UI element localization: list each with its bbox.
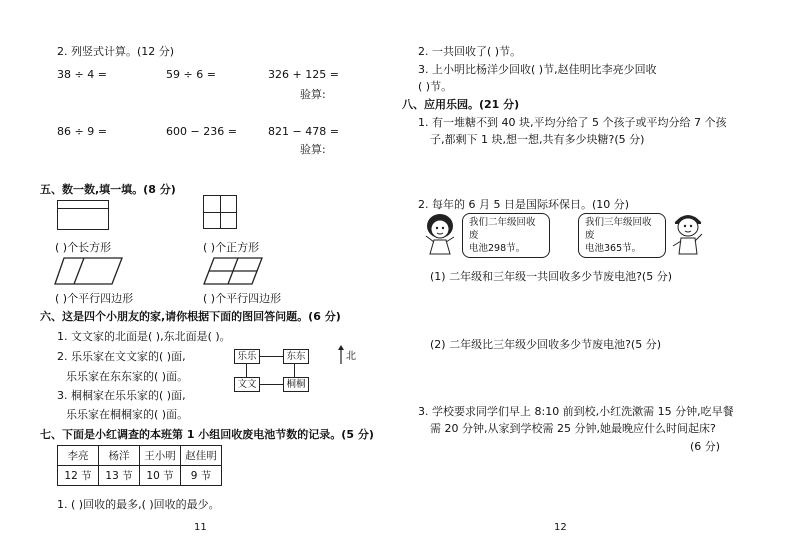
bubble-text: 电池298节。 (469, 243, 526, 254)
s8-p1a: 1. 有一堆糖不到 40 块,平均分给了 5 个孩子或平均分给 7 个孩 (418, 116, 727, 129)
bubble-text: 我们二年级回收废 (469, 217, 536, 241)
battery-record-table (57, 445, 222, 486)
s8-p2: 2. 每年的 6 月 5 日是国际环保日。(10 分) (418, 198, 630, 211)
s7-q3a: 3. 上小明比杨洋少回收( )节,赵佳明比李亮少回收 (418, 63, 657, 76)
table-cell: 赵佳明 (181, 446, 222, 466)
calc-item: 821 − 478 = (268, 125, 339, 138)
calc-item: 59 ÷ 6 = (166, 68, 216, 81)
speech-bubble-grade3 (578, 213, 666, 258)
table-cell: 12 节 (58, 466, 99, 486)
rectangle-count-label: ( )个长方形 (55, 241, 112, 254)
s6-q3a: 3. 桐桐家在乐乐家的( )面, (57, 389, 186, 402)
parallelogram-figure-1 (54, 256, 124, 286)
table-cell: 王小明 (140, 446, 181, 466)
section-7-title: 七、下面是小红调查的本班第 1 小组回收废电池节数的记录。(5 分) (40, 428, 374, 441)
s8-p2-1: (1) 二年级和三年级一共回收多少节废电池?(5 分) (430, 270, 672, 283)
table-cell: 杨洋 (99, 446, 140, 466)
s7-q3b: ( )节。 (418, 80, 453, 93)
s8-p1b: 子,都剩下 1 块,想一想,共有多少块糖?(5 分) (430, 133, 645, 146)
check-label: 验算: (300, 88, 326, 101)
speech-bubble-grade2 (462, 213, 550, 258)
s6-q2b: 乐乐家在东东家的( )面。 (66, 370, 189, 383)
table-cell: 李亮 (58, 446, 99, 466)
bubble-text: 我们三年级回收废 (585, 217, 652, 241)
s8-p3b: 需 20 分钟,从家到学校需 25 分钟,她最晚应什么时间起床? (430, 422, 716, 435)
s7-q2: 2. 一共回收了( )节。 (418, 45, 522, 58)
s6-q3b: 乐乐家在桐桐家的( )面。 (66, 408, 189, 421)
girl-illustration-icon (420, 212, 460, 256)
square-count-label: ( )个正方形 (203, 241, 260, 254)
parallelogram-count-label-2: ( )个平行四边形 (203, 292, 282, 305)
boy-illustration-icon (668, 210, 708, 256)
bubble-text: 电池365节。 (585, 243, 642, 254)
calc-item: 86 ÷ 9 = (57, 125, 107, 138)
s8-p2-2: (2) 二年级比三年级少回收多少节废电池?(5 分) (430, 338, 661, 351)
north-arrow-icon (337, 345, 345, 365)
section-6-title: 六、这是四个小朋友的家,请你根据下面的图回答问题。(6 分) (40, 310, 341, 323)
table-row (58, 446, 222, 466)
s7-q1: 1. ( )回收的最多,( )回收的最少。 (57, 498, 220, 511)
left-q2-title: 2. 列竖式计算。(12 分) (57, 45, 175, 58)
calc-item: 600 − 236 = (166, 125, 237, 138)
s6-q1: 1. 文文家的北面是( ),东北面是( )。 (57, 330, 231, 343)
s6-q2a: 2. 乐乐家在文文家的( )面, (57, 350, 186, 363)
map-wenwen: 文文 (234, 377, 260, 392)
table-cell: 9 节 (181, 466, 222, 486)
calc-item: 326 + 125 = (268, 68, 339, 81)
calc-item: 38 ÷ 4 = (57, 68, 107, 81)
table-row (58, 466, 222, 486)
map-tongtong: 桐桐 (283, 377, 309, 392)
check-label: 验算: (300, 143, 326, 156)
table-cell: 10 节 (140, 466, 181, 486)
parallelogram-figure-2 (202, 256, 264, 286)
north-label: 北 (346, 351, 356, 362)
section-8-title: 八、应用乐园。(21 分) (402, 98, 520, 111)
map-lele: 乐乐 (234, 349, 260, 364)
table-cell: 13 节 (99, 466, 140, 486)
page-number-right: 12 (554, 522, 567, 533)
section-5-title: 五、数一数,填一填。(8 分) (40, 183, 176, 196)
map-dongdong: 东东 (283, 349, 309, 364)
parallelogram-count-label-1: ( )个平行四边形 (55, 292, 134, 305)
s8-p3c: (6 分) (690, 440, 721, 453)
page-number-left: 11 (194, 522, 207, 533)
s8-p3a: 3. 学校要求同学们早上 8:10 前到校,小红洗漱需 15 分钟,吃早餐 (418, 405, 734, 418)
